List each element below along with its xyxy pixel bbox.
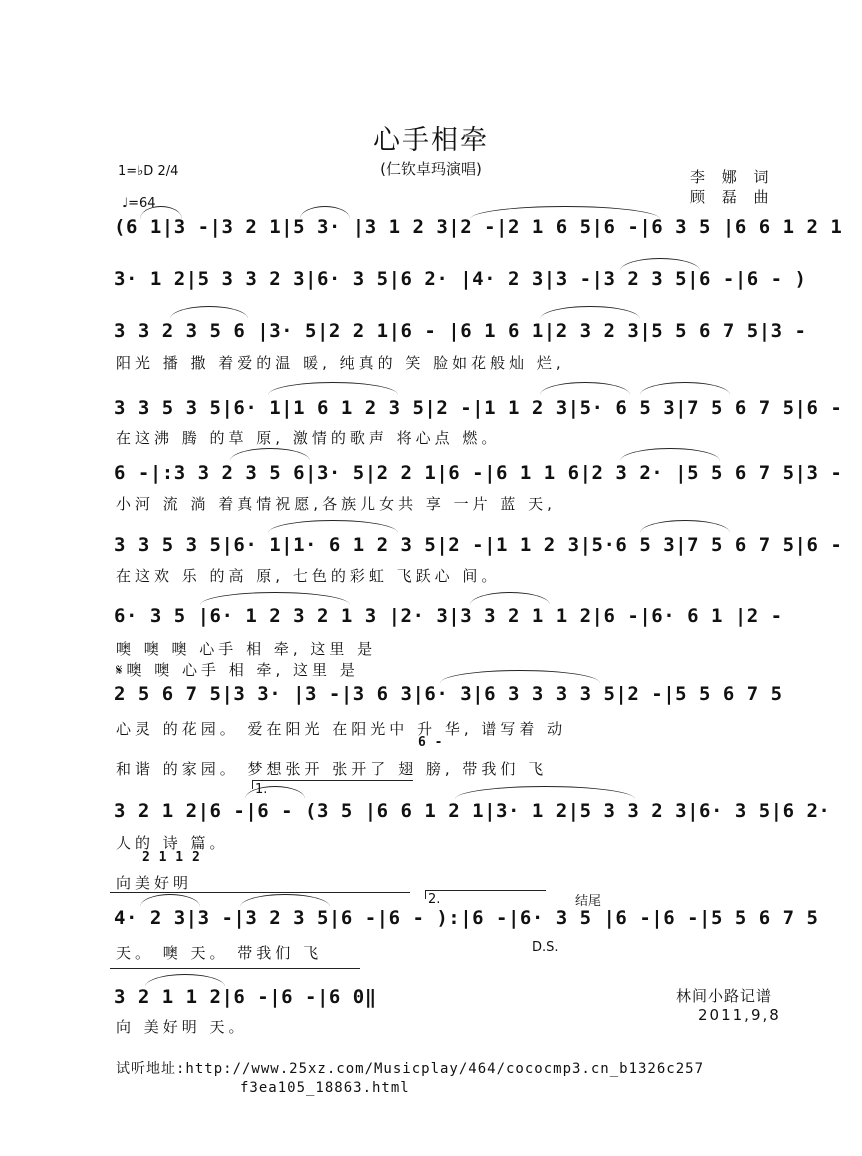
lyrics-row-4: 在这沸 腾 的草 原, 激情的歌声 将心点 燃。 [116, 429, 501, 447]
lyrics-row-7b: 𝄋噢 噢 心手 相 牵, 这里 是 [116, 661, 359, 679]
score-row-3: 3 3 2 3 5 6 |3· 5|2 2 1|6 - |6 1 6 1|2 3 2 3|5 5 6 7 5|3 - [114, 320, 807, 342]
alt-notes-below: 6 - [418, 735, 443, 750]
lyrics-row-9a: 人的 诗 篇。 [116, 834, 229, 852]
transcribe-date: 2011,9,8 [698, 1006, 781, 1024]
lyrics-row-11: 向 美好明 天。 [116, 1018, 248, 1036]
alt-lyric-notes: 2 1 1 2 [142, 850, 201, 865]
ds-marker: D.S. [532, 940, 559, 955]
volta-1: 1. [255, 782, 268, 797]
score-row-5: 6 -|:3 3 2 3 5 6|3· 5|2 2 1|6 -|6 1 1 6|2 3 2· |5 5 6 7 5|3 - [114, 462, 843, 484]
score-row-4: 3 3 5 3 5|6· 1|1 6 1 2 3 5|2 -|1 1 2 3|5· 6 5 3|7 5 6 7 5|6 - [114, 397, 843, 419]
lyrics-row-7a: 噢 噢 噢 心手 相 牵, 这里 是 [116, 640, 377, 658]
subtitle: (仁钦卓玛演唱) [380, 160, 482, 178]
listen-url-line-2: f3ea105_18863.html [240, 1080, 410, 1096]
key-signature: 1=♭D 2/4 [118, 164, 179, 179]
score-row-10: 4· 2 3|3 -|3 2 3 5|6 -|6 - ):|6 -|6· 3 5 |6 -|6 -|5 5 6 7 5 [114, 907, 819, 929]
score-row-8: 2 5 6 7 5|3 3· |3 -|3 6 3|6· 3|6 3 3 3 3 5|2 -|5 5 6 7 5 [114, 683, 783, 705]
lyrics-row-3: 阳光 播 撒 着爱的温 暖, 纯真的 笑 脸如花般灿 烂, [116, 354, 565, 372]
lyrics-row-9b: 向美好明 [116, 874, 193, 892]
lyrics-row-10: 天。 噢 天。 带我们 飞 [116, 944, 323, 962]
lyrics-row-5: 小河 流 淌 着真情祝愿,各族儿女共 享 一片 蓝 天, [116, 495, 556, 513]
page-title: 心手相牵 [373, 125, 489, 156]
score-row-2: 3· 1 2|5 3 3 2 3|6· 3 5|6 2· |4· 2 3|3 -|3 2 3 5|6 -|6 - ) [114, 268, 807, 290]
lyrics-row-8b: 和谐 的家园。 梦想张开 张开了 翅 膀, 带我们 飞 [116, 760, 548, 778]
lyricist: 李 娜 词 [690, 168, 775, 186]
volta-2: 2. [428, 892, 441, 907]
score-row-1: (6 1|3 -|3 2 1|5 3· |3 1 2 3|2 -|2 1 6 5|6 -|6 3 5 |6 6 1 2 1 [114, 216, 843, 238]
score-row-7: 6· 3 5 |6· 1 2 3 2 1 3 |2· 3|3 3 2 1 1 2|6 -|6· 6 1 |2 - [114, 605, 783, 627]
lyrics-row-8a: 心灵 的花园。 爱在阳光 在阳光中 升 华, 谱写着 动 [116, 720, 567, 738]
coda-label: 结尾 [575, 894, 602, 909]
tempo-marking: ♩=64 [122, 196, 156, 211]
score-row-11: 3 2 1 1 2|6 -|6 -|6 0‖ [114, 986, 377, 1008]
lyrics-row-6: 在这欢 乐 的高 原, 七色的彩虹 飞跃心 间。 [116, 567, 501, 585]
score-row-9: 3 2 1 2|6 -|6 - (3 5 |6 6 1 2 1|3· 1 2|5 3 3 2 3|6· 3 5|6 2· [114, 800, 831, 822]
composer: 顾 磊 曲 [690, 188, 775, 206]
listen-url-line-1: 试听地址:http://www.25xz.com/Musicplay/464/cococmp3.cn_b1326c257 [116, 1061, 705, 1077]
score-row-6: 3 3 5 3 5|6· 1|1· 6 1 2 3 5|2 -|1 1 2 3|5·6 5 3|7 5 6 7 5|6 - [114, 534, 843, 556]
transcriber: 林间小路记谱 [676, 987, 773, 1005]
